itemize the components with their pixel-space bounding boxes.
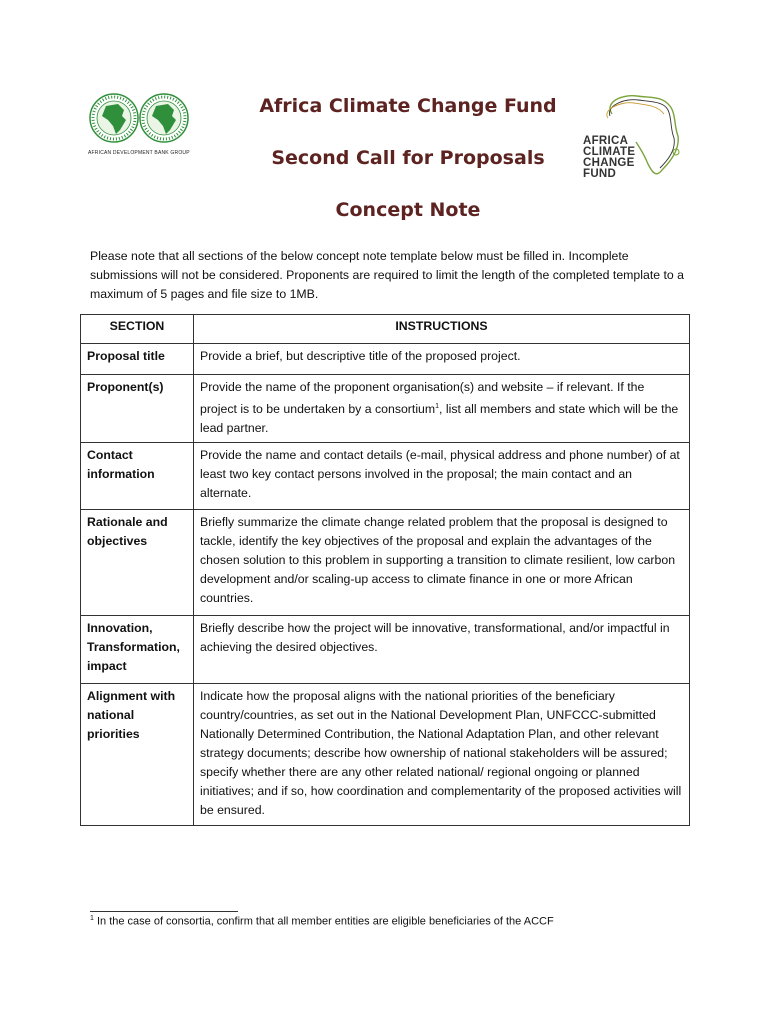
section-instructions: Provide the name and contact details (e-mail, physical address and phone number) of at least two key contact persons involved in the proposal; the main contact and an alternate. [194,443,690,510]
table-row [81,684,690,826]
section-label: Alignment with national priorities [81,684,194,826]
section-label: Contact information [81,443,194,510]
footnote-ref[interactable]: 1 [435,403,440,410]
instructions-text: , list all members and state which will be the lead partner. [200,402,679,436]
afdb-logo [88,92,192,158]
afdb-caption: AFRICAN DEVELOPMENT BANK GROUP [88,150,190,156]
section-label: Innovation, Transformation, impact [81,616,194,684]
section-instructions: Briefly describe how the project will be innovative, transformational, and/or impactful in achieving the desired objectives. [194,616,690,684]
table-row [81,375,690,443]
accf-line-1: AFRICA [583,135,629,147]
concept-note-table [80,314,690,826]
document-title: Concept Note [335,199,481,221]
section-instructions: Indicate how the proposal aligns with the national priorities of the beneficiary country/countries, as set out in the National Development Plan, UNFCCC-submitted Nationally Determined Contribution, the National Adaptation Plan, and other relevant strategy documents; describe how ownership of national stakeholders will be assured; specify whether there are any other related national/ regional ongoing or planned initiatives; and if so, how coordination and complementarity of the proposed activities will be ensured. [194,684,690,826]
section-label: Proponent(s) [81,375,194,443]
table-header-row [81,315,690,344]
section-instructions [194,375,690,443]
column-header-instructions: INSTRUCTIONS [194,315,690,344]
section-instructions: Briefly summarize the climate change related problem that the proposal is designed to tackle, identify the key objectives of the proposal and explain the advantages of the chosen solution to this problem in supporting a transition to climate resilient, low carbon development and/or scaling-up access to climate finance in one or more African countries. [194,510,690,616]
footnote [90,915,554,928]
intro-paragraph: Please note that all sections of the below concept note template below must be filled in. Incomplete submissions will not be considered. Proponents are required to limit the length of the completed template to a maximum of 5 pages and file size to 1MB. [90,249,684,301]
accf-line-3: CHANGE [583,157,635,169]
section-instructions: Provide a brief, but descriptive title of the proposed project. [194,344,690,375]
accf-line-2: CLIMATE [583,146,636,158]
table-row [81,443,690,510]
call-title: Second Call for Proposals [271,147,545,169]
table-row [81,344,690,375]
title-block [230,94,586,222]
footnote-number: 1 [90,915,94,922]
section-label: Proposal title [81,344,194,375]
afdb-seal-right [140,94,188,142]
footnote-text: In the case of consortia, confirm that all member entities are eligible beneficiaries of the ACCF [93,915,554,928]
section-label: Rationale and objectives [81,510,194,616]
column-header-section: SECTION [81,315,194,344]
accf-wordmark [583,136,635,180]
afdb-seal-left [90,94,138,142]
instructions-text: Provide the name of the proponent organisation(s) and website – if relevant. If the project is to be undertaken by a consortium [200,380,645,417]
footnote-separator [90,911,238,912]
table-row [81,616,690,684]
table-row [81,510,690,616]
fund-title: Africa Climate Change Fund [259,95,557,117]
accf-line-4: FUND [583,168,617,180]
